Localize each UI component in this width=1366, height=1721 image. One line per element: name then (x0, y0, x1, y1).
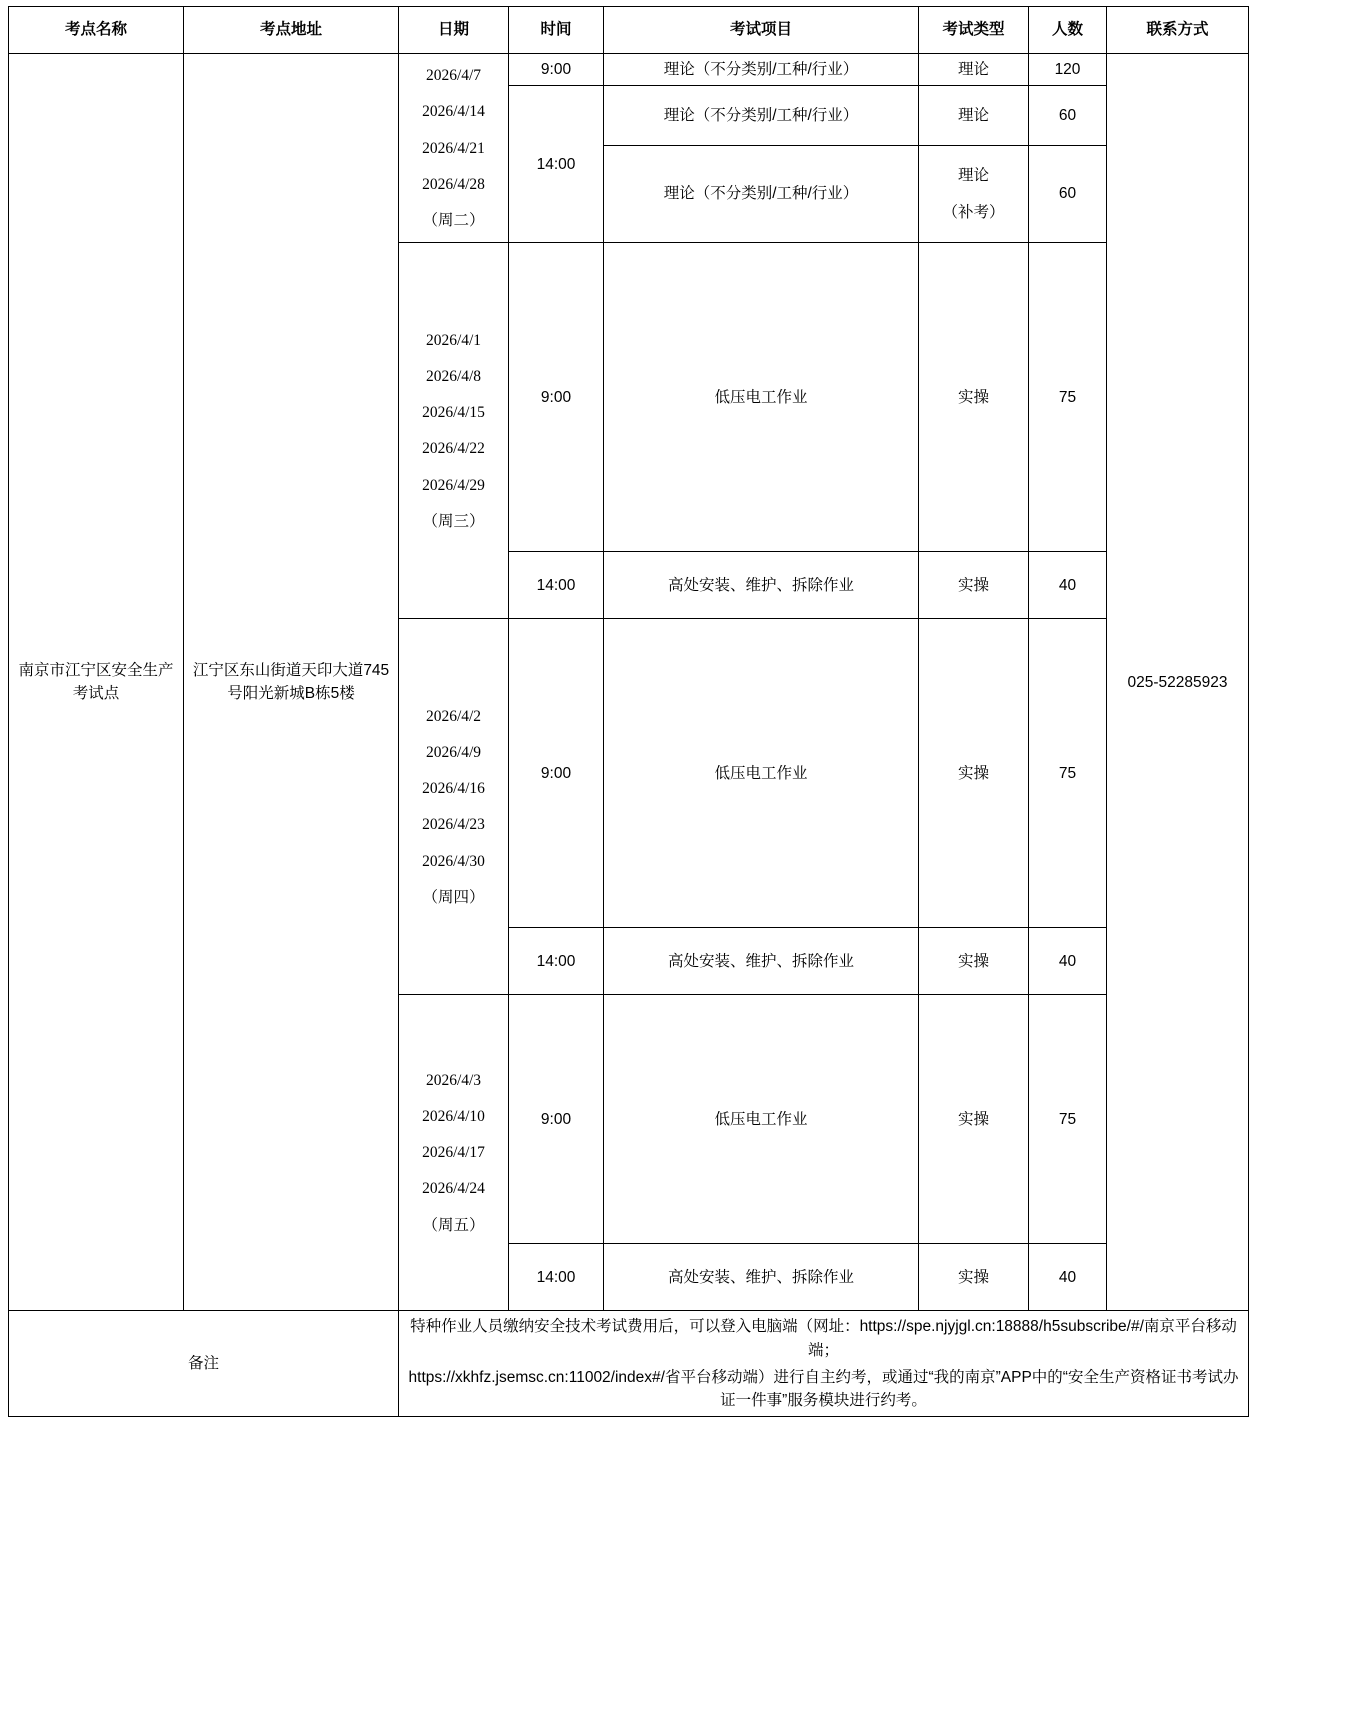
header-contact: 联系方式 (1107, 7, 1249, 54)
weekday-line: （周三） (422, 512, 485, 530)
time-cell: 14:00 (509, 928, 604, 995)
exam-type-cell: 实操 (919, 995, 1029, 1244)
header-date: 日期 (399, 7, 509, 54)
date-line: 2026/4/14 (422, 103, 485, 121)
project-cell: 低压电工作业 (604, 619, 919, 928)
capacity-cell: 60 (1029, 86, 1107, 146)
date-line: 2026/4/21 (422, 139, 485, 157)
date-line: 2026/4/22 (422, 440, 485, 458)
time-cell: 9:00 (509, 995, 604, 1244)
project-cell: 理论（不分类别/工种/行业） (604, 86, 919, 146)
exam-type-line: 理论 (957, 166, 989, 184)
table-header (9, 7, 1249, 54)
exam-type-cell: 实操 (919, 552, 1029, 619)
header-exam-type: 考试类型 (919, 7, 1029, 54)
capacity-cell: 75 (1029, 995, 1107, 1244)
date-cell-group-3 (399, 619, 509, 995)
exam-type-cell: 理论 (919, 54, 1029, 86)
time-cell: 14:00 (509, 86, 604, 243)
date-line: 2026/4/10 (422, 1107, 485, 1125)
exam-type-cell: 实操 (919, 1244, 1029, 1311)
remark-content (399, 1311, 1249, 1417)
exam-type-cell: 理论 (919, 86, 1029, 146)
weekday-line: （周四） (422, 888, 485, 906)
weekday-line: （周二） (422, 212, 485, 229)
date-line: 2026/4/3 (425, 1071, 482, 1089)
project-cell: 高处安装、维护、拆除作业 (604, 552, 919, 619)
project-cell: 理论（不分类别/工种/行业） (604, 145, 919, 243)
project-cell: 高处安装、维护、拆除作业 (604, 928, 919, 995)
date-cell-group-1 (399, 54, 509, 243)
exam-type-cell: 实操 (919, 619, 1029, 928)
capacity-cell: 120 (1029, 54, 1107, 86)
remark-label: 备注 (9, 1311, 399, 1417)
time-cell: 14:00 (509, 552, 604, 619)
date-line: 2026/4/15 (422, 404, 485, 421)
date-line: 2026/4/1 (425, 331, 482, 349)
header-row (9, 7, 1249, 54)
venue-address-cell: 江宁区东山街道天印大道745号阳光新城B栋5楼 (184, 54, 399, 1311)
header-venue-name: 考点名称 (9, 7, 184, 54)
table-row (9, 54, 1249, 86)
exam-type-line: （补考） (942, 204, 1005, 221)
date-line: 2026/4/28 (422, 175, 485, 193)
date-line: 2026/4/17 (422, 1144, 485, 1162)
date-line: 2026/4/24 (422, 1180, 485, 1198)
project-cell: 理论（不分类别/工种/行业） (604, 54, 919, 86)
date-line: 2026/4/30 (422, 852, 485, 870)
exam-type-cell: 实操 (919, 243, 1029, 552)
date-line: 2026/4/23 (422, 816, 485, 834)
header-exam-project: 考试项目 (604, 7, 919, 54)
capacity-cell: 40 (1029, 1244, 1107, 1311)
exam-schedule-table (8, 6, 1249, 1417)
date-line: 2026/4/9 (425, 743, 482, 761)
exam-type-cell (919, 145, 1029, 243)
time-cell: 9:00 (509, 619, 604, 928)
contact-cell: 025-52285923 (1107, 54, 1249, 1311)
date-line: 2026/4/16 (422, 780, 485, 797)
capacity-cell: 40 (1029, 552, 1107, 619)
table-body (9, 54, 1249, 1417)
capacity-cell: 40 (1029, 928, 1107, 995)
time-cell: 9:00 (509, 243, 604, 552)
remark-line-1: 特种作业人员缴纳安全技术考试费用后，可以登入电脑端（网址：https://spe.njyjgl.cn:18888/h5subscribe/#/南京平台移动端； (410, 1318, 1237, 1359)
header-capacity: 人数 (1029, 7, 1107, 54)
capacity-cell: 75 (1029, 243, 1107, 552)
date-line: 2026/4/2 (425, 707, 482, 725)
date-line: 2026/4/7 (425, 67, 482, 84)
project-cell: 低压电工作业 (604, 243, 919, 552)
date-cell-group-4 (399, 995, 509, 1311)
date-cell-group-2 (399, 243, 509, 619)
exam-type-cell: 实操 (919, 928, 1029, 995)
capacity-cell: 60 (1029, 145, 1107, 243)
venue-name-cell: 南京市江宁区安全生产考试点 (9, 54, 184, 1311)
time-cell: 14:00 (509, 1244, 604, 1311)
project-cell: 高处安装、维护、拆除作业 (604, 1244, 919, 1311)
remark-row (9, 1311, 1249, 1417)
header-time: 时间 (509, 7, 604, 54)
date-line: 2026/4/29 (422, 476, 485, 494)
date-line: 2026/4/8 (425, 367, 482, 385)
weekday-line: （周五） (422, 1216, 485, 1234)
remark-line-2: https://xkhfz.jsemsc.cn:11002/index#/省平台移动端）进行自主约考，或通过“我的南京”APP中的“安全生产资格证书考试办证一件事”服务模块进行约考。 (408, 1368, 1239, 1409)
header-venue-address: 考点地址 (184, 7, 399, 54)
capacity-cell: 75 (1029, 619, 1107, 928)
project-cell: 低压电工作业 (604, 995, 919, 1244)
time-cell: 9:00 (509, 54, 604, 86)
